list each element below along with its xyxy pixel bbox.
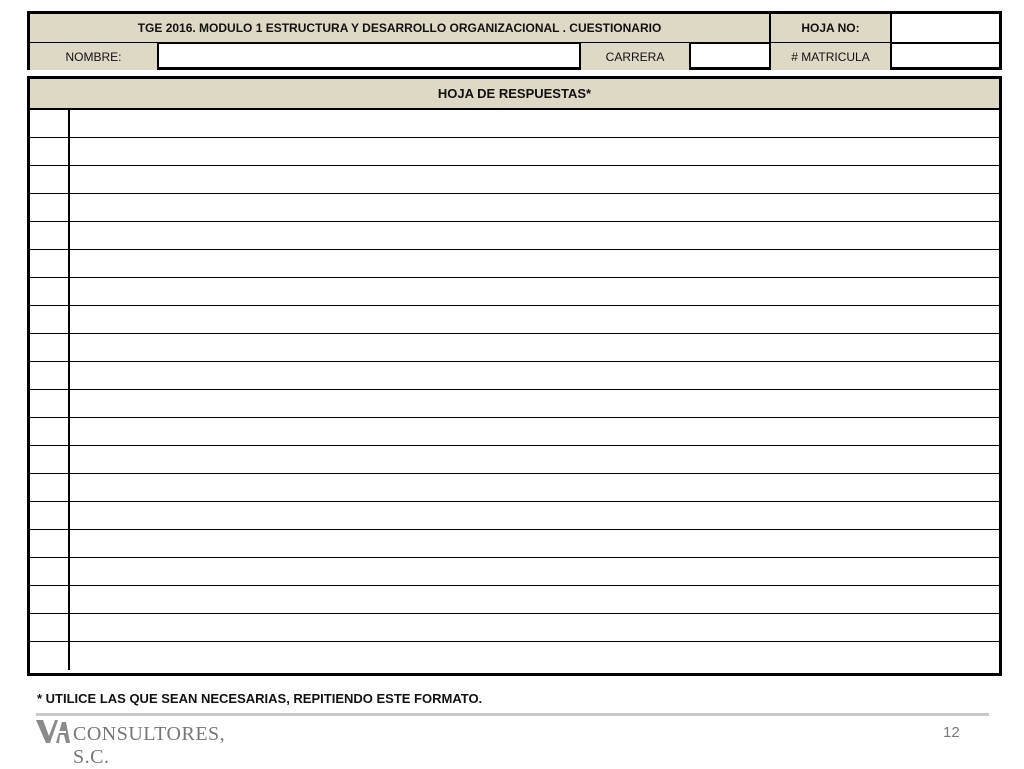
- answer-number-cell[interactable]: [30, 530, 70, 557]
- answer-row: [30, 418, 999, 446]
- answer-row: [30, 334, 999, 362]
- hoja-no-field[interactable]: [890, 14, 999, 42]
- answer-number-cell[interactable]: [30, 362, 70, 389]
- answer-text-cell[interactable]: [70, 502, 999, 529]
- answer-number-cell[interactable]: [30, 502, 70, 529]
- answer-number-cell[interactable]: [30, 194, 70, 221]
- answer-text-cell[interactable]: [70, 250, 999, 277]
- answer-number-cell[interactable]: [30, 138, 70, 165]
- answer-row: [30, 446, 999, 474]
- answer-text-cell[interactable]: [70, 614, 999, 641]
- answer-row: [30, 362, 999, 390]
- answer-number-cell[interactable]: [30, 306, 70, 333]
- answer-number-cell[interactable]: [30, 642, 70, 670]
- answer-text-cell[interactable]: [70, 642, 999, 670]
- answer-text-cell[interactable]: [70, 446, 999, 473]
- answer-row: [30, 642, 999, 670]
- answer-text-cell[interactable]: [70, 530, 999, 557]
- va-logo-icon: [36, 716, 70, 744]
- answer-sheet: [27, 76, 1002, 676]
- answer-text-cell[interactable]: [70, 390, 999, 417]
- answer-row: [30, 278, 999, 306]
- answer-row: [30, 558, 999, 586]
- answer-row: [30, 138, 999, 166]
- company-logo: [36, 716, 256, 768]
- answer-row: [30, 222, 999, 250]
- answer-number-cell[interactable]: [30, 446, 70, 473]
- nombre-label: NOMBRE:: [30, 43, 157, 70]
- answer-text-cell[interactable]: [70, 278, 999, 305]
- answer-row: [30, 194, 999, 222]
- answer-number-cell[interactable]: [30, 222, 70, 249]
- answer-rows: [30, 110, 999, 673]
- answer-number-cell[interactable]: [30, 278, 70, 305]
- answer-number-cell[interactable]: [30, 614, 70, 641]
- matricula-label: # MATRICULA: [769, 43, 890, 70]
- answer-text-cell[interactable]: [70, 474, 999, 501]
- answer-number-cell[interactable]: [30, 110, 70, 137]
- nombre-field[interactable]: [157, 43, 579, 70]
- answer-text-cell[interactable]: [70, 166, 999, 193]
- answer-text-cell[interactable]: [70, 110, 999, 137]
- answer-number-cell[interactable]: [30, 390, 70, 417]
- answer-number-cell[interactable]: [30, 586, 70, 613]
- answer-row: [30, 502, 999, 530]
- footer-note: * UTILICE LAS QUE SEAN NECESARIAS, REPITIENDO ESTE FORMATO.: [37, 691, 483, 706]
- answer-text-cell[interactable]: [70, 334, 999, 361]
- answer-text-cell[interactable]: [70, 194, 999, 221]
- header-row-2: [30, 43, 999, 70]
- answer-text-cell[interactable]: [70, 586, 999, 613]
- page-number: 12: [943, 724, 960, 741]
- carrera-field[interactable]: [689, 43, 769, 70]
- answer-row: [30, 474, 999, 502]
- answer-text-cell[interactable]: [70, 306, 999, 333]
- answer-row: [30, 250, 999, 278]
- matricula-field[interactable]: [890, 43, 999, 70]
- answer-text-cell[interactable]: [70, 418, 999, 445]
- form-header: [27, 11, 1002, 70]
- answer-text-cell[interactable]: [70, 362, 999, 389]
- answer-number-cell[interactable]: [30, 250, 70, 277]
- answer-row: [30, 390, 999, 418]
- answer-text-cell[interactable]: [70, 222, 999, 249]
- company-name: CONSULTORES, S.C.: [73, 723, 226, 768]
- carrera-label: CARRERA: [579, 43, 689, 70]
- answer-number-cell[interactable]: [30, 166, 70, 193]
- answer-number-cell[interactable]: [30, 558, 70, 585]
- form-title: TGE 2016. MODULO 1 ESTRUCTURA Y DESARROLLO ORGANIZACIONAL . CUESTIONARIO: [30, 14, 769, 42]
- answer-sheet-title: HOJA DE RESPUESTAS*: [30, 79, 999, 110]
- answer-row: [30, 166, 999, 194]
- answer-text-cell[interactable]: [70, 138, 999, 165]
- answer-row: [30, 614, 999, 642]
- answer-row: [30, 586, 999, 614]
- answer-number-cell[interactable]: [30, 334, 70, 361]
- answer-number-cell[interactable]: [30, 474, 70, 501]
- answer-number-cell[interactable]: [30, 418, 70, 445]
- answer-row: [30, 530, 999, 558]
- answer-row: [30, 306, 999, 334]
- answer-row: [30, 110, 999, 138]
- answer-text-cell[interactable]: [70, 558, 999, 585]
- hoja-no-label: HOJA NO:: [769, 14, 890, 42]
- header-row-1: [30, 14, 999, 44]
